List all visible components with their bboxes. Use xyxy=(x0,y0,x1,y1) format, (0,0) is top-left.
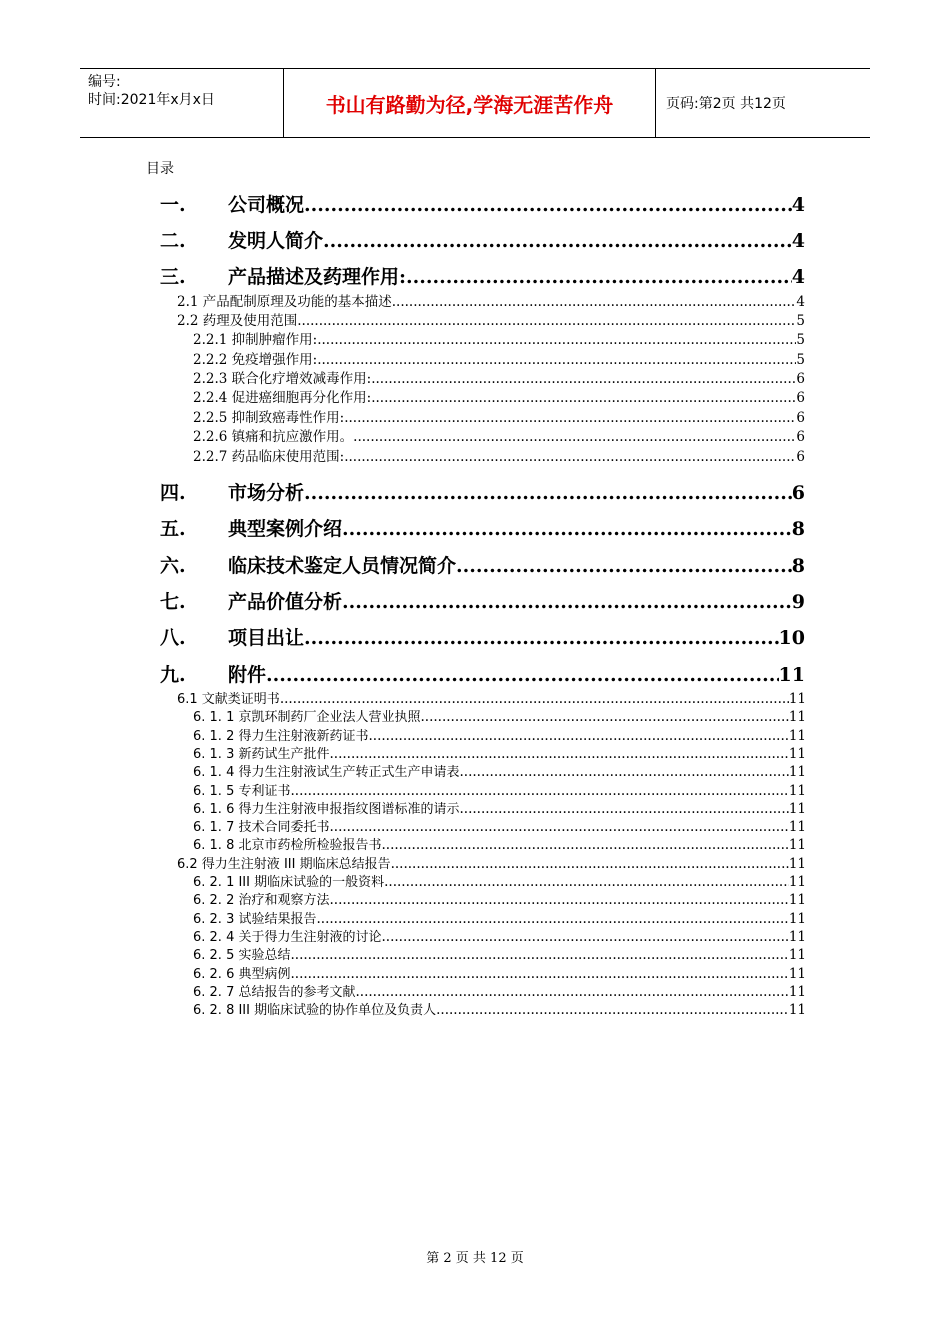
item-label: 2.2.7 药品临床使用范围: xyxy=(193,449,345,465)
page-number: 6 xyxy=(796,371,805,387)
leader-dots xyxy=(371,371,796,387)
page-number: 4 xyxy=(796,294,805,310)
subsection-label: 2.1 产品配制原理及功能的基本描述 xyxy=(177,294,392,310)
page-footer: 第 2 页 共 12 页 xyxy=(426,1251,524,1266)
page-number: 11 xyxy=(788,947,806,964)
leader-dots xyxy=(329,746,788,762)
toc-item[interactable] xyxy=(193,761,805,779)
subsection-label: 6.1 文献类证明书 xyxy=(177,692,280,707)
item-label: 6. 1. 8 北京市药检所检验报告书 xyxy=(193,838,382,854)
time-label: 时间:2021年x月x日 xyxy=(88,92,215,108)
section-label: 产品价值分析 xyxy=(228,591,343,613)
item-label: 6. 1. 2 得力生注射液新药证书 xyxy=(193,728,369,744)
toc-subsection[interactable] xyxy=(177,853,805,871)
toc-item[interactable] xyxy=(193,944,805,962)
leader-dots xyxy=(290,783,788,799)
page-number: 6 xyxy=(791,482,805,504)
leader-dots xyxy=(344,449,796,465)
item-label: 6. 2. 5 实验总结 xyxy=(193,948,291,964)
toc-item[interactable] xyxy=(193,926,805,944)
number-label: 编号: xyxy=(88,74,121,90)
page-number: 8 xyxy=(791,518,805,540)
toc-item[interactable] xyxy=(193,963,805,981)
toc-item[interactable] xyxy=(193,908,805,926)
leader-dots xyxy=(317,352,796,368)
document-header xyxy=(80,68,870,138)
page-number: 6 xyxy=(796,390,805,406)
section-number: 五. xyxy=(160,518,186,540)
leader-dots xyxy=(342,591,792,613)
toc-item[interactable] xyxy=(193,706,805,724)
item-label: 6. 1. 3 新药试生产批件 xyxy=(193,746,330,762)
toc-section[interactable] xyxy=(160,190,805,216)
leader-dots xyxy=(316,911,788,927)
item-label: 6. 2. 7 总结报告的参考文献 xyxy=(193,984,356,1000)
page-number: 11 xyxy=(788,745,806,762)
toc-item[interactable] xyxy=(193,981,805,999)
leader-dots xyxy=(371,390,796,406)
leader-dots xyxy=(391,856,789,872)
subsection-label: 6.2 得力生注射液 III 期临床总结报告 xyxy=(177,856,391,872)
leader-dots xyxy=(329,819,788,835)
leader-dots xyxy=(297,313,796,329)
page-number: 11 xyxy=(788,819,806,836)
item-label: 6. 1. 4 得力生注射液试生产转正式生产申请表 xyxy=(193,765,460,781)
item-label: 6. 2. 8 III 期临床试验的协作单位及负责人 xyxy=(193,1003,437,1019)
leader-dots xyxy=(280,691,789,707)
section-number: 二. xyxy=(160,230,186,252)
page-number: 5 xyxy=(796,313,805,329)
section-number: 四. xyxy=(160,482,186,504)
item-label: 6. 2. 6 典型病例 xyxy=(193,966,291,982)
leader-dots xyxy=(436,1002,789,1018)
leader-dots xyxy=(392,294,797,310)
item-label: 6. 1. 6 得力生注射液申报指纹图谱标准的请示 xyxy=(193,801,460,817)
item-label: 6. 1. 5 专利证书 xyxy=(193,783,291,799)
toc-item[interactable] xyxy=(193,328,805,346)
page-number: 11 xyxy=(788,691,806,707)
section-label: 发明人简介 xyxy=(228,230,324,252)
section-label: 市场分析 xyxy=(228,482,305,504)
leader-dots xyxy=(406,266,792,288)
toc-item[interactable] xyxy=(193,743,805,761)
toc-item[interactable] xyxy=(193,725,805,743)
page-number: 6 xyxy=(796,449,805,465)
subsection-label: 2.2 药理及使用范围 xyxy=(177,313,298,329)
toc-section[interactable] xyxy=(160,226,805,252)
item-label: 6. 2. 3 试验结果报告 xyxy=(193,911,317,927)
toc-item[interactable] xyxy=(193,816,805,834)
toc-subsection[interactable] xyxy=(177,688,805,706)
item-label: 2.2.3 联合化疗增效减毒作用: xyxy=(193,371,372,387)
toc-item[interactable] xyxy=(193,425,805,443)
leader-dots xyxy=(353,429,796,445)
leader-dots xyxy=(456,555,792,577)
toc-item[interactable] xyxy=(193,367,805,385)
toc-item[interactable] xyxy=(193,348,805,366)
toc-title: 目录 xyxy=(146,161,174,177)
toc-section[interactable] xyxy=(160,514,805,540)
leader-dots xyxy=(344,410,796,426)
page-number: 11 xyxy=(788,709,806,726)
page-number: 11 xyxy=(788,965,806,982)
toc-section[interactable] xyxy=(160,478,805,504)
toc-item[interactable] xyxy=(193,445,805,463)
toc-subsection[interactable] xyxy=(177,309,805,327)
page-number: 11 xyxy=(788,910,806,927)
leader-dots xyxy=(381,929,788,945)
toc-section[interactable] xyxy=(160,660,805,686)
leader-dots xyxy=(368,728,788,744)
section-number: 七. xyxy=(160,591,186,613)
toc-item[interactable] xyxy=(193,386,805,404)
toc-section[interactable] xyxy=(160,623,805,649)
leader-dots xyxy=(355,984,788,1000)
leader-dots xyxy=(459,764,788,780)
leader-dots xyxy=(304,627,779,649)
leader-dots xyxy=(323,230,792,252)
section-number: 一. xyxy=(160,194,186,216)
section-number: 三. xyxy=(160,266,186,288)
page-number: 4 xyxy=(791,194,805,216)
item-label: 2.2.5 抑制致癌毒性作用: xyxy=(193,410,345,426)
toc-item[interactable] xyxy=(193,406,805,424)
item-label: 6. 1. 7 技术合同委托书 xyxy=(193,820,330,836)
toc-item[interactable] xyxy=(193,798,805,816)
page-number: 5 xyxy=(796,352,805,368)
section-label: 公司概况 xyxy=(228,194,305,216)
toc-subsection[interactable] xyxy=(177,290,805,308)
leader-dots xyxy=(266,664,779,686)
leader-dots xyxy=(459,801,788,817)
page-number: 11 xyxy=(788,764,806,781)
item-label: 2.2.4 促进癌细胞再分化作用: xyxy=(193,390,372,406)
page-number: 9 xyxy=(791,591,805,613)
section-label: 产品描述及药理作用: xyxy=(228,266,407,288)
toc-item[interactable] xyxy=(193,871,805,889)
header-motto: 书山有路勤为径,学海无涯苦作舟 xyxy=(283,69,656,137)
page-number: 11 xyxy=(788,983,806,1000)
header-meta xyxy=(80,69,283,137)
page-number: 4 xyxy=(791,266,805,288)
item-label: 6. 2. 4 关于得力生注射液的讨论 xyxy=(193,929,382,945)
toc-item[interactable] xyxy=(193,834,805,852)
page-number: 6 xyxy=(796,410,805,426)
section-number: 九. xyxy=(160,664,186,686)
toc-section[interactable] xyxy=(160,262,805,288)
section-label: 临床技术鉴定人员情况简介 xyxy=(228,555,457,577)
page-number: 6 xyxy=(796,429,805,445)
page-number: 11 xyxy=(778,664,805,686)
page-number: 11 xyxy=(788,874,806,890)
leader-dots xyxy=(384,874,789,890)
toc-item[interactable] xyxy=(193,999,805,1017)
toc-section[interactable] xyxy=(160,587,805,613)
header-page-info: 页码:第2页 共12页 xyxy=(666,96,786,112)
page-number: 11 xyxy=(788,928,806,945)
page-number: 11 xyxy=(788,892,806,909)
page-number: 11 xyxy=(788,1002,806,1019)
page-number: 11 xyxy=(788,837,806,854)
page-number: 8 xyxy=(791,555,805,577)
page-number: 5 xyxy=(796,332,805,348)
leader-dots xyxy=(381,837,788,853)
toc-item[interactable] xyxy=(193,889,805,907)
section-label: 项目出让 xyxy=(228,627,305,649)
toc-item[interactable] xyxy=(193,780,805,798)
leader-dots xyxy=(317,332,796,348)
section-number: 八. xyxy=(160,627,186,649)
page-number: 11 xyxy=(788,800,806,817)
item-label: 6. 2. 1 III 期临床试验的一般资料 xyxy=(193,875,385,890)
page-number: 11 xyxy=(788,782,806,799)
item-label: 2.2.6 镇痛和抗应激作用。 xyxy=(193,429,354,445)
item-label: 2.2.2 免疫增强作用: xyxy=(193,352,318,368)
leader-dots xyxy=(329,892,788,908)
toc-section[interactable] xyxy=(160,551,805,577)
leader-dots xyxy=(342,518,792,540)
leader-dots xyxy=(290,966,788,982)
leader-dots xyxy=(304,194,792,216)
item-label: 6. 1. 1 京凯环制药厂企业法人营业执照 xyxy=(193,710,421,726)
page-number: 10 xyxy=(778,627,805,649)
item-label: 6. 2. 2 治疗和观察方法 xyxy=(193,893,330,909)
item-label: 2.2.1 抑制肿瘤作用: xyxy=(193,332,318,348)
section-number: 六. xyxy=(160,555,186,577)
page-number: 11 xyxy=(788,855,806,872)
leader-dots xyxy=(304,482,792,504)
leader-dots xyxy=(290,947,788,963)
leader-dots xyxy=(420,709,788,725)
page-number: 11 xyxy=(788,727,806,744)
section-label: 附件 xyxy=(228,664,267,686)
page-number: 4 xyxy=(791,230,805,252)
section-label: 典型案例介绍 xyxy=(228,518,343,540)
